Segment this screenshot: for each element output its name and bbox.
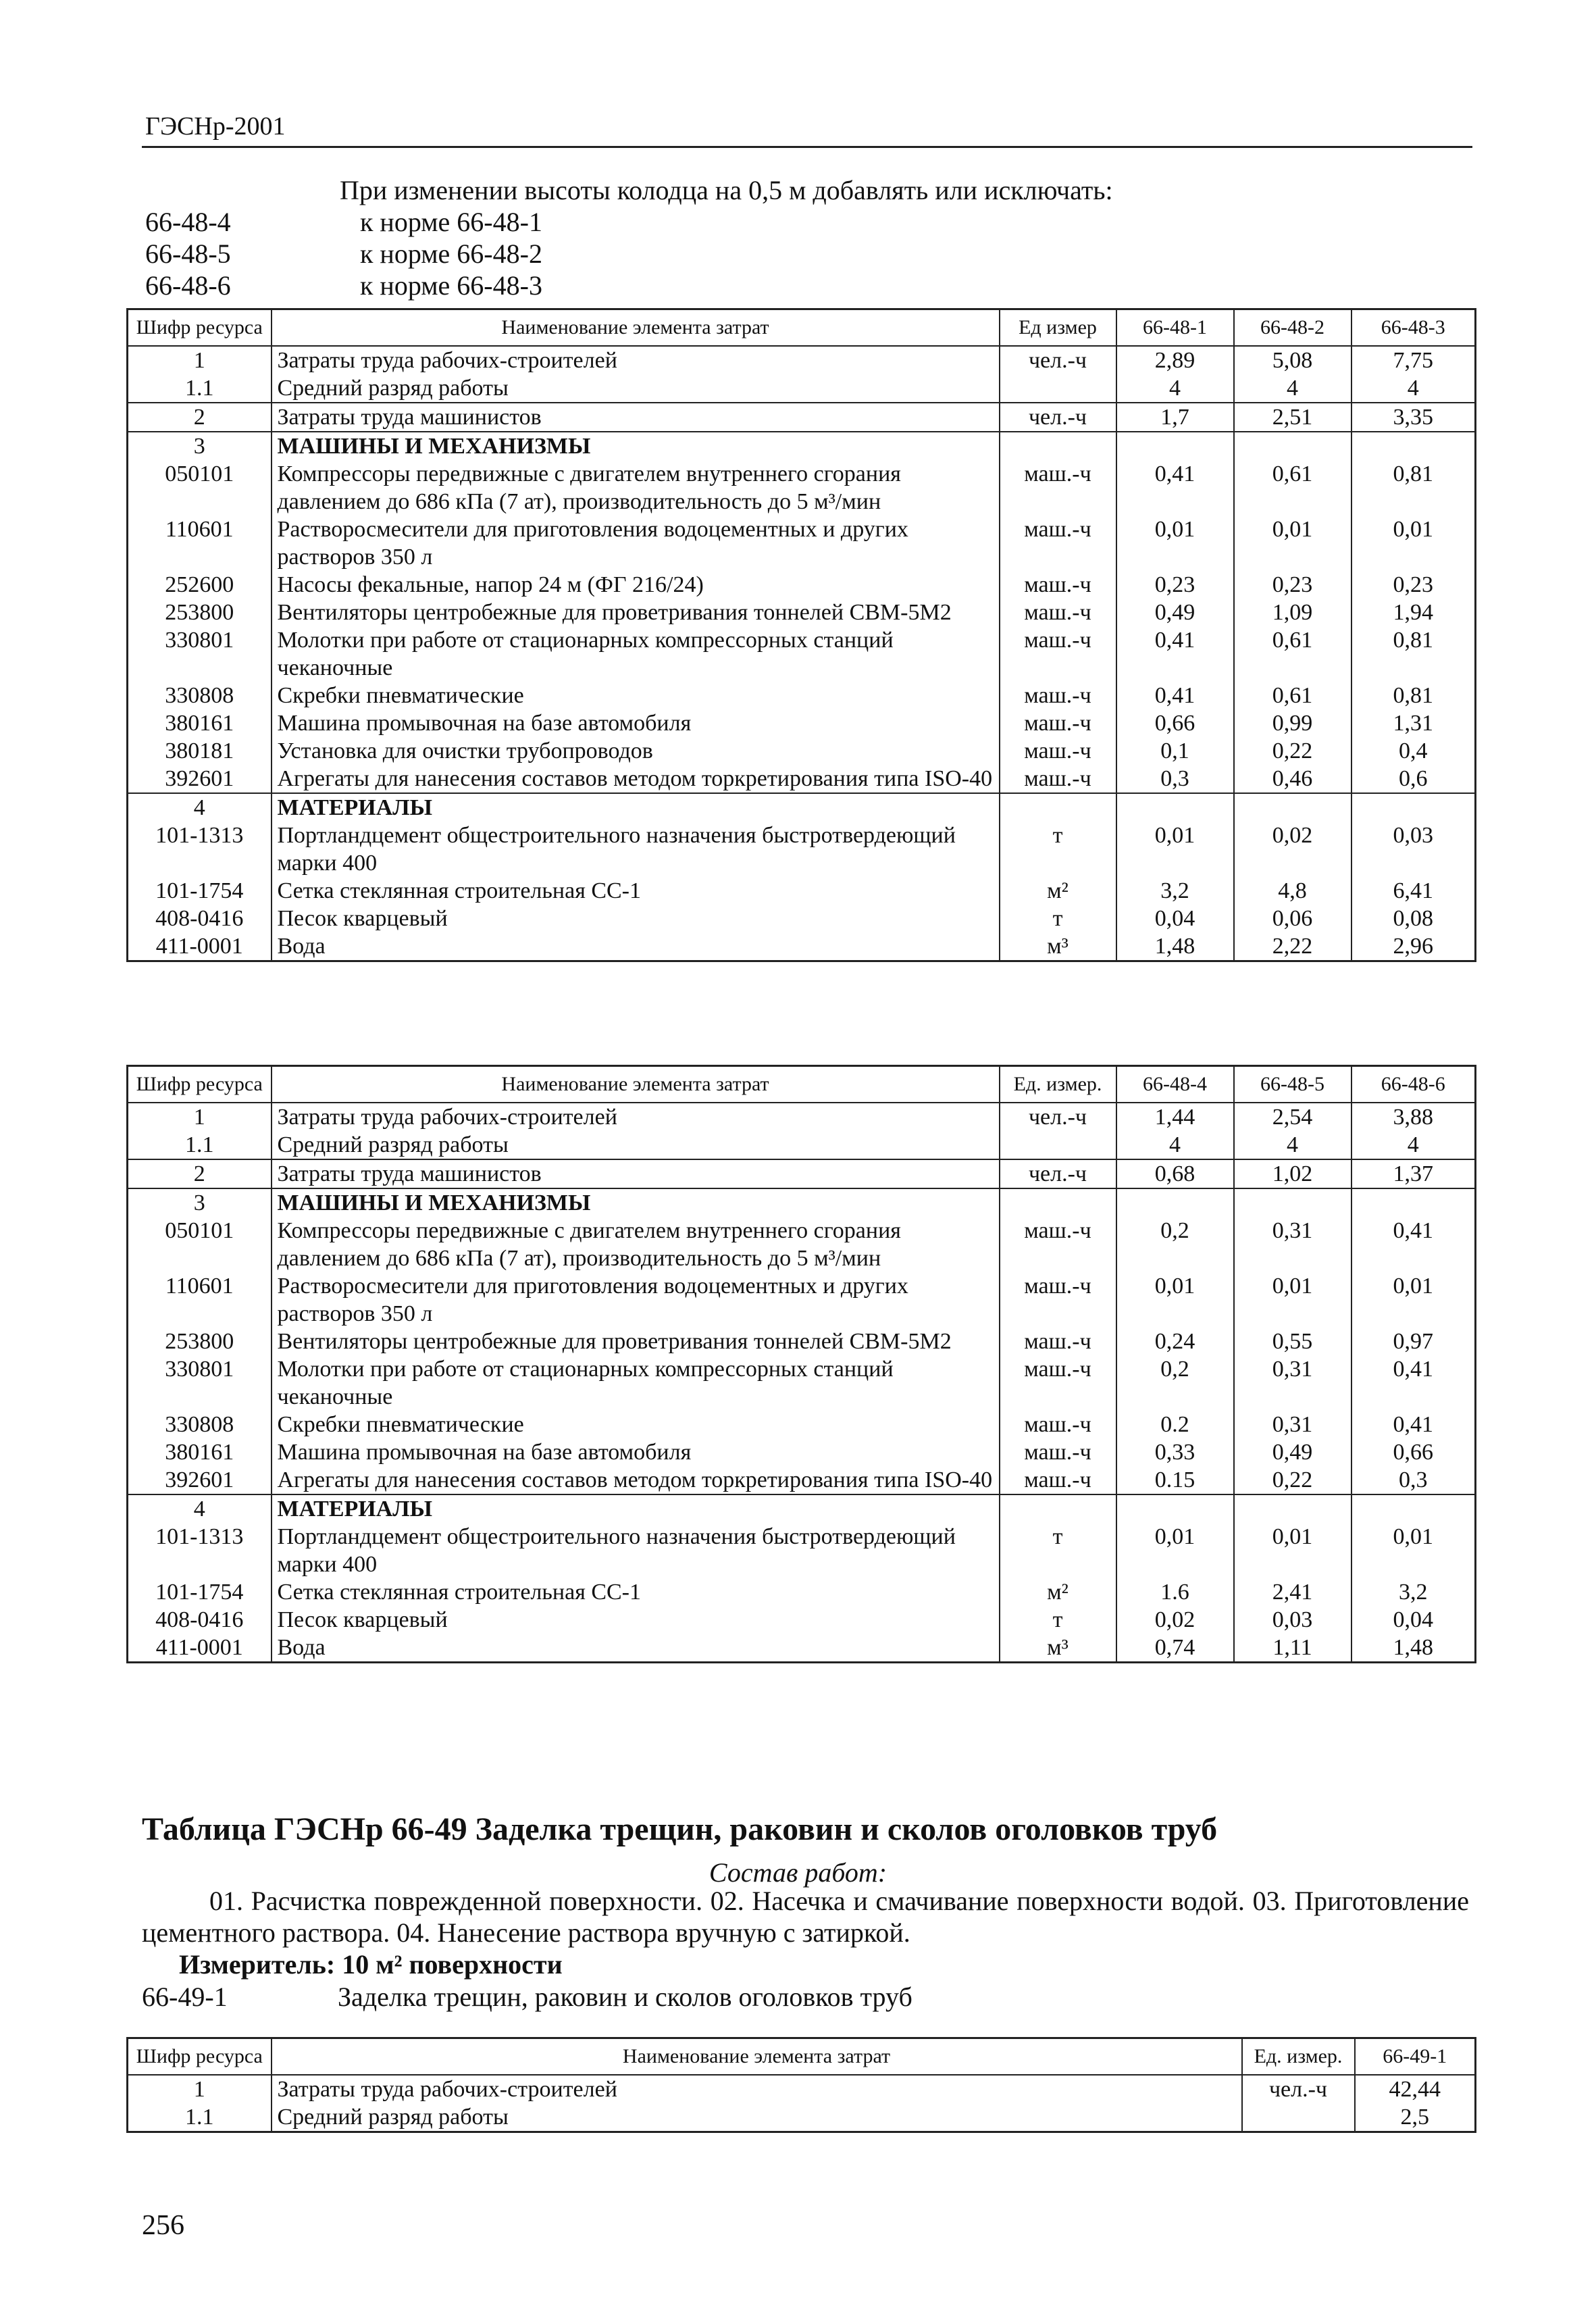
resource-value: 0,1 xyxy=(1116,737,1234,765)
resource-code: 330808 xyxy=(128,682,272,709)
resource-value: 0,31 xyxy=(1234,1411,1352,1438)
resource-value: 0,41 xyxy=(1116,460,1234,515)
resource-value: 0,23 xyxy=(1234,571,1352,599)
header-name: Наименование элемента затрат xyxy=(272,309,1000,347)
resource-unit: маш.-ч xyxy=(1000,1438,1116,1466)
resource-value: 0,2 xyxy=(1116,1355,1234,1411)
resource-value: 2,5 xyxy=(1355,2103,1476,2132)
resource-value: 0,23 xyxy=(1116,571,1234,599)
resource-value: 1,09 xyxy=(1234,599,1352,626)
resource-value: 0,3 xyxy=(1352,1466,1476,1494)
resource-unit: маш.-ч xyxy=(1000,1355,1116,1411)
resource-code: 1 xyxy=(128,1103,272,1131)
resource-value: 4 xyxy=(1234,1131,1352,1159)
table-body xyxy=(128,346,1476,961)
resource-value: 0,3 xyxy=(1116,765,1234,793)
resource-value: 0,01 xyxy=(1234,1272,1352,1328)
norm-ref: к норме 66-48-2 xyxy=(360,238,542,269)
resource-unit: т xyxy=(1000,905,1116,932)
resource-value: 0,81 xyxy=(1352,626,1476,682)
resource-unit: т xyxy=(1000,1606,1116,1634)
table-row xyxy=(128,877,1476,905)
resource-unit: маш.-ч xyxy=(1000,709,1116,737)
resource-unit xyxy=(1000,1494,1116,1523)
resource-value: 0,31 xyxy=(1234,1355,1352,1411)
resource-table-66-48-4-6 xyxy=(126,1065,1476,1663)
resource-value: 0,01 xyxy=(1116,1272,1234,1328)
resource-value: 0,01 xyxy=(1352,1272,1476,1328)
resource-value: 2,22 xyxy=(1234,932,1352,961)
norm-code: 66-48-6 xyxy=(145,270,231,301)
resource-value: 0,22 xyxy=(1234,737,1352,765)
resource-name: Растворосмесители для приготовления водоцементных и других растворов 350 л xyxy=(272,515,1000,571)
resource-value: 0,01 xyxy=(1116,515,1234,571)
resource-value: 0,33 xyxy=(1116,1438,1234,1466)
resource-code: 2 xyxy=(128,403,272,432)
resource-value: 0,22 xyxy=(1234,1466,1352,1494)
resource-name: Затраты труда рабочих-строителей xyxy=(272,346,1000,374)
resource-value xyxy=(1116,432,1234,460)
resource-value: 0,49 xyxy=(1234,1438,1352,1466)
resource-name: Компрессоры передвижные с двигателем внутреннего сгорания давлением до 686 кПа (7 ат), производительность до 5 м³/мин xyxy=(272,1217,1000,1272)
resource-name: Машина промывочная на базе автомобиля xyxy=(272,1438,1000,1466)
resource-unit: т xyxy=(1000,822,1116,877)
norm-code: 66-48-5 xyxy=(145,238,231,269)
resource-code: 392601 xyxy=(128,1466,272,1494)
resource-name: Затраты труда рабочих-строителей xyxy=(272,1103,1000,1131)
page-number: 256 xyxy=(142,2210,184,2241)
resource-name: Затраты труда рабочих-строителей xyxy=(272,2075,1242,2103)
work-composition-text: 01. Расчистка поврежденной поверхности. 02. Насечка и смачивание поверхности водой. 03. Приготовление цементного раствора. 04. Нанесение раствора вручную с затиркой. xyxy=(142,1886,1469,1948)
resource-value: 0,02 xyxy=(1234,822,1352,877)
header-unit: Ед. измер. xyxy=(1242,2038,1355,2076)
resource-name: Вентиляторы центробежные для проветривания тоннелей СВМ-5М2 xyxy=(272,1328,1000,1355)
resource-value xyxy=(1116,793,1234,822)
resource-value: 3,88 xyxy=(1352,1103,1476,1131)
resource-unit: маш.-ч xyxy=(1000,515,1116,571)
resource-code: 101-1754 xyxy=(128,1578,272,1606)
resource-unit xyxy=(1242,2103,1355,2132)
resource-value: 0,01 xyxy=(1352,515,1476,571)
resource-value: 1,7 xyxy=(1116,403,1234,432)
resource-unit: чел.-ч xyxy=(1000,1159,1116,1188)
resource-unit xyxy=(1000,1131,1116,1159)
section-row xyxy=(128,1494,1476,1523)
resource-unit: маш.-ч xyxy=(1000,626,1116,682)
table-header-row xyxy=(128,309,1476,347)
resource-value: 3,2 xyxy=(1352,1578,1476,1606)
resource-code: 2 xyxy=(128,1159,272,1188)
resource-unit: маш.-ч xyxy=(1000,1272,1116,1328)
resource-value: 5,08 xyxy=(1234,346,1352,374)
header-code: Шифр ресурса xyxy=(128,1066,272,1103)
resource-unit: м³ xyxy=(1000,1634,1116,1663)
table-row xyxy=(128,1355,1476,1411)
resource-unit: маш.-ч xyxy=(1000,571,1116,599)
resource-value: 1,94 xyxy=(1352,599,1476,626)
table-row xyxy=(128,571,1476,599)
section-row xyxy=(128,1188,1476,1217)
table-row xyxy=(128,737,1476,765)
resource-value: 0,06 xyxy=(1234,905,1352,932)
table-row xyxy=(128,515,1476,571)
resource-table-66-48-1-3 xyxy=(126,308,1476,962)
header-norm-col: 66-48-3 xyxy=(1352,309,1476,347)
resource-value xyxy=(1352,1494,1476,1523)
resource-table-66-49-1 xyxy=(126,2037,1476,2133)
measure-unit: Измеритель: 10 м² поверхности xyxy=(179,1949,563,1980)
resource-value: 0,55 xyxy=(1234,1328,1352,1355)
resource-name: Сетка стеклянная строительная СС-1 xyxy=(272,1578,1000,1606)
table-header-row xyxy=(128,1066,1476,1103)
table-row xyxy=(128,709,1476,737)
resource-value: 2,41 xyxy=(1234,1578,1352,1606)
resource-value: 4 xyxy=(1352,1131,1476,1159)
resource-unit: чел.-ч xyxy=(1242,2075,1355,2103)
resource-code: 253800 xyxy=(128,1328,272,1355)
section-row xyxy=(128,432,1476,460)
resource-value xyxy=(1352,432,1476,460)
resource-code: 1 xyxy=(128,2075,272,2103)
resource-code: 110601 xyxy=(128,1272,272,1328)
resource-unit: маш.-ч xyxy=(1000,599,1116,626)
resource-name: Растворосмесители для приготовления водоцементных и других растворов 350 л xyxy=(272,1272,1000,1328)
resource-code: 101-1313 xyxy=(128,822,272,877)
header-norm-col: 66-48-4 xyxy=(1116,1066,1234,1103)
resource-code: 050101 xyxy=(128,1217,272,1272)
header-norm-col: 66-48-5 xyxy=(1234,1066,1352,1103)
resource-name: Молотки при работе от стационарных компрессорных станций чеканочные xyxy=(272,626,1000,682)
table-row xyxy=(128,599,1476,626)
resource-name: Средний разряд работы xyxy=(272,2103,1242,2132)
resource-code: 101-1754 xyxy=(128,877,272,905)
resource-name: Затраты труда машинистов xyxy=(272,403,1000,432)
resource-name: МАТЕРИАЛЫ xyxy=(272,793,1000,822)
resource-value: 0,99 xyxy=(1234,709,1352,737)
resource-code: 252600 xyxy=(128,571,272,599)
resource-value: 0,4 xyxy=(1352,737,1476,765)
resource-code: 101-1313 xyxy=(128,1523,272,1578)
resource-name: Установка для очистки трубопроводов xyxy=(272,737,1000,765)
resource-value: 6,41 xyxy=(1352,877,1476,905)
resource-code: 110601 xyxy=(128,515,272,571)
table-row xyxy=(128,1523,1476,1578)
running-header: ГЭСНр-2001 xyxy=(145,112,286,141)
table-row xyxy=(128,374,1476,403)
norm-title: Заделка трещин, раковин и сколов оголовков труб xyxy=(338,1982,912,2012)
resource-code: 330801 xyxy=(128,1355,272,1411)
resource-unit xyxy=(1000,374,1116,403)
resource-name: Средний разряд работы xyxy=(272,374,1000,403)
header-norm-col: 66-48-2 xyxy=(1234,309,1352,347)
resource-value: 0,81 xyxy=(1352,682,1476,709)
table-row xyxy=(128,460,1476,515)
header-norm-col: 66-48-6 xyxy=(1352,1066,1476,1103)
resource-value: 1,48 xyxy=(1116,932,1234,961)
header-norm-col: 66-48-1 xyxy=(1116,309,1234,347)
resource-code: 1.1 xyxy=(128,374,272,403)
table-row xyxy=(128,2103,1476,2132)
resource-name: Вентиляторы центробежные для проветривания тоннелей СВМ-5М2 xyxy=(272,599,1000,626)
table-row xyxy=(128,346,1476,374)
resource-name: Компрессоры передвижные с двигателем внутреннего сгорания давлением до 686 кПа (7 ат), производительность до 5 м³/мин xyxy=(272,460,1000,515)
resource-value: 0,04 xyxy=(1116,905,1234,932)
resource-value: 4 xyxy=(1116,1131,1234,1159)
resource-code: 408-0416 xyxy=(128,905,272,932)
resource-code: 1 xyxy=(128,346,272,374)
resource-unit: т xyxy=(1000,1523,1116,1578)
resource-value: 42,44 xyxy=(1355,2075,1476,2103)
resource-name: Портландцемент общестроительного назначения быстротвердеющий марки 400 xyxy=(272,822,1000,877)
resource-name: Скребки пневматические xyxy=(272,1411,1000,1438)
resource-value xyxy=(1234,1188,1352,1217)
resource-value: 0,49 xyxy=(1116,599,1234,626)
resource-unit: маш.-ч xyxy=(1000,460,1116,515)
resource-code: 1.1 xyxy=(128,2103,272,2132)
resource-unit: маш.-ч xyxy=(1000,1328,1116,1355)
resource-value: 0,74 xyxy=(1116,1634,1234,1663)
resource-code: 380161 xyxy=(128,1438,272,1466)
resource-value: 0,24 xyxy=(1116,1328,1234,1355)
resource-value: 0,41 xyxy=(1116,626,1234,682)
table-row xyxy=(128,1411,1476,1438)
resource-unit xyxy=(1000,432,1116,460)
resource-code: 380181 xyxy=(128,737,272,765)
resource-code: 392601 xyxy=(128,765,272,793)
resource-value: 0,46 xyxy=(1234,765,1352,793)
norm-ref: к норме 66-48-3 xyxy=(360,270,542,301)
resource-value: 0,01 xyxy=(1116,822,1234,877)
header-name: Наименование элемента затрат xyxy=(272,2038,1242,2076)
resource-value: 0,41 xyxy=(1116,682,1234,709)
resource-unit: м³ xyxy=(1000,932,1116,961)
resource-value xyxy=(1116,1188,1234,1217)
resource-name: Вода xyxy=(272,932,1000,961)
note-heading: При изменении высоты колодца на 0,5 м добавлять или исключать: xyxy=(340,175,1113,205)
table-row xyxy=(128,1578,1476,1606)
resource-value: 0,01 xyxy=(1352,1523,1476,1578)
resource-unit: чел.-ч xyxy=(1000,1103,1116,1131)
resource-code: 4 xyxy=(128,1494,272,1523)
resource-unit: чел.-ч xyxy=(1000,403,1116,432)
resource-value: 7,75 xyxy=(1352,346,1476,374)
table-row xyxy=(128,1634,1476,1663)
resource-code: 411-0001 xyxy=(128,1634,272,1663)
resource-code: 3 xyxy=(128,1188,272,1217)
table-row xyxy=(128,932,1476,961)
table-body xyxy=(128,1103,1476,1663)
resource-value: 0.2 xyxy=(1116,1411,1234,1438)
resource-value: 1,02 xyxy=(1234,1159,1352,1188)
header-unit: Ед. измер. xyxy=(1000,1066,1116,1103)
resource-name: Песок кварцевый xyxy=(272,905,1000,932)
resource-value: 0,08 xyxy=(1352,905,1476,932)
table-row xyxy=(128,765,1476,793)
resource-value: 1,31 xyxy=(1352,709,1476,737)
resource-value: 0,02 xyxy=(1116,1606,1234,1634)
resource-unit: маш.-ч xyxy=(1000,1466,1116,1494)
resource-name: Молотки при работе от стационарных компрессорных станций чеканочные xyxy=(272,1355,1000,1411)
resource-code: 330808 xyxy=(128,1411,272,1438)
resource-value xyxy=(1116,1494,1234,1523)
resource-value: 2,51 xyxy=(1234,403,1352,432)
resource-value xyxy=(1352,1188,1476,1217)
resource-unit: маш.-ч xyxy=(1000,765,1116,793)
table-header-row xyxy=(128,2038,1476,2076)
resource-value: 0,03 xyxy=(1352,822,1476,877)
resource-value xyxy=(1234,1494,1352,1523)
table-row xyxy=(128,1103,1476,1131)
resource-code: 253800 xyxy=(128,599,272,626)
resource-value: 2,89 xyxy=(1116,346,1234,374)
table-row xyxy=(128,1438,1476,1466)
table-row xyxy=(128,626,1476,682)
resource-unit xyxy=(1000,793,1116,822)
resource-value: 0,01 xyxy=(1234,1523,1352,1578)
resource-value: 0,61 xyxy=(1234,626,1352,682)
header-rule xyxy=(142,146,1472,148)
table-row xyxy=(128,1217,1476,1272)
resource-code: 050101 xyxy=(128,460,272,515)
resource-code: 411-0001 xyxy=(128,932,272,961)
resource-value xyxy=(1352,793,1476,822)
resource-name: МАТЕРИАЛЫ xyxy=(272,1494,1000,1523)
work-composition-label: Состав работ: xyxy=(709,1857,887,1888)
resource-name: Затраты труда машинистов xyxy=(272,1159,1000,1188)
resource-value: 0,61 xyxy=(1234,460,1352,515)
resource-name: МАШИНЫ И МЕХАНИЗМЫ xyxy=(272,1188,1000,1217)
section-title: Таблица ГЭСНр 66-49 Заделка трещин, раковин и сколов оголовков труб xyxy=(142,1811,1218,1847)
resource-name: Средний разряд работы xyxy=(272,1131,1000,1159)
header-name: Наименование элемента затрат xyxy=(272,1066,1000,1103)
resource-name: Портландцемент общестроительного назначения быстротвердеющий марки 400 xyxy=(272,1523,1000,1578)
resource-unit: маш.-ч xyxy=(1000,1411,1116,1438)
section-row xyxy=(128,793,1476,822)
resource-unit: м² xyxy=(1000,1578,1116,1606)
resource-value: 0,41 xyxy=(1352,1355,1476,1411)
resource-value: 0,03 xyxy=(1234,1606,1352,1634)
resource-name: МАШИНЫ И МЕХАНИЗМЫ xyxy=(272,432,1000,460)
header-code: Шифр ресурса xyxy=(128,2038,272,2076)
resource-value: 0,66 xyxy=(1352,1438,1476,1466)
resource-value: 0,2 xyxy=(1116,1217,1234,1272)
resource-value: 3,2 xyxy=(1116,877,1234,905)
resource-value: 0,41 xyxy=(1352,1411,1476,1438)
resource-code: 330801 xyxy=(128,626,272,682)
resource-value: 0,31 xyxy=(1234,1217,1352,1272)
resource-value: 4 xyxy=(1234,374,1352,403)
resource-value: 0,68 xyxy=(1116,1159,1234,1188)
resource-name: Насосы фекальные, напор 24 м (ФГ 216/24) xyxy=(272,571,1000,599)
table-row xyxy=(128,905,1476,932)
resource-name: Агрегаты для нанесения составов методом торкретирования типа ISO-40 xyxy=(272,1466,1000,1494)
norm-code: 66-48-4 xyxy=(145,207,231,237)
resource-value: 1,44 xyxy=(1116,1103,1234,1131)
resource-value: 0,6 xyxy=(1352,765,1476,793)
resource-name: Машина промывочная на базе автомобиля xyxy=(272,709,1000,737)
resource-value: 1.6 xyxy=(1116,1578,1234,1606)
resource-name: Сетка стеклянная строительная СС-1 xyxy=(272,877,1000,905)
resource-value: 0,66 xyxy=(1116,709,1234,737)
resource-value: 0,04 xyxy=(1352,1606,1476,1634)
table-row xyxy=(128,1272,1476,1328)
resource-value: 0,01 xyxy=(1116,1523,1234,1578)
resource-value: 4 xyxy=(1352,374,1476,403)
resource-name: Песок кварцевый xyxy=(272,1606,1000,1634)
resource-value: 2,96 xyxy=(1352,932,1476,961)
table-row xyxy=(128,1159,1476,1188)
resource-unit: м² xyxy=(1000,877,1116,905)
resource-value: 3,35 xyxy=(1352,403,1476,432)
resource-value: 0.15 xyxy=(1116,1466,1234,1494)
header-code: Шифр ресурса xyxy=(128,309,272,347)
resource-unit: чел.-ч xyxy=(1000,346,1116,374)
resource-code: 380161 xyxy=(128,709,272,737)
resource-value: 1,48 xyxy=(1352,1634,1476,1663)
table-row xyxy=(128,682,1476,709)
resource-unit: маш.-ч xyxy=(1000,737,1116,765)
resource-value: 0,41 xyxy=(1352,1217,1476,1272)
header-norm-col: 66-49-1 xyxy=(1355,2038,1476,2076)
resource-value: 0,61 xyxy=(1234,682,1352,709)
table-row xyxy=(128,1131,1476,1159)
norm-ref: к норме 66-48-1 xyxy=(360,207,542,237)
resource-value: 4,8 xyxy=(1234,877,1352,905)
table-row xyxy=(128,2075,1476,2103)
resource-value: 1,11 xyxy=(1234,1634,1352,1663)
norm-code: 66-49-1 xyxy=(142,1982,228,2012)
resource-code: 408-0416 xyxy=(128,1606,272,1634)
header-unit: Ед измер xyxy=(1000,309,1116,347)
resource-name: Скребки пневматические xyxy=(272,682,1000,709)
table-row xyxy=(128,1328,1476,1355)
resource-name: Вода xyxy=(272,1634,1000,1663)
table-body xyxy=(128,2075,1476,2132)
table-row xyxy=(128,1466,1476,1494)
norm-line xyxy=(142,1981,912,2013)
resource-unit xyxy=(1000,1188,1116,1217)
resource-value: 0,97 xyxy=(1352,1328,1476,1355)
resource-value xyxy=(1234,793,1352,822)
resource-value: 0,81 xyxy=(1352,460,1476,515)
resource-name: Агрегаты для нанесения составов методом торкретирования типа ISO-40 xyxy=(272,765,1000,793)
table-row xyxy=(128,822,1476,877)
resource-value: 1,37 xyxy=(1352,1159,1476,1188)
resource-unit: маш.-ч xyxy=(1000,682,1116,709)
resource-value: 2,54 xyxy=(1234,1103,1352,1131)
resource-value: 0,01 xyxy=(1234,515,1352,571)
resource-code: 3 xyxy=(128,432,272,460)
table-row xyxy=(128,1606,1476,1634)
resource-value xyxy=(1234,432,1352,460)
resource-value: 4 xyxy=(1116,374,1234,403)
resource-value: 0,23 xyxy=(1352,571,1476,599)
resource-code: 4 xyxy=(128,793,272,822)
table-row xyxy=(128,403,1476,432)
resource-unit: маш.-ч xyxy=(1000,1217,1116,1272)
resource-code: 1.1 xyxy=(128,1131,272,1159)
